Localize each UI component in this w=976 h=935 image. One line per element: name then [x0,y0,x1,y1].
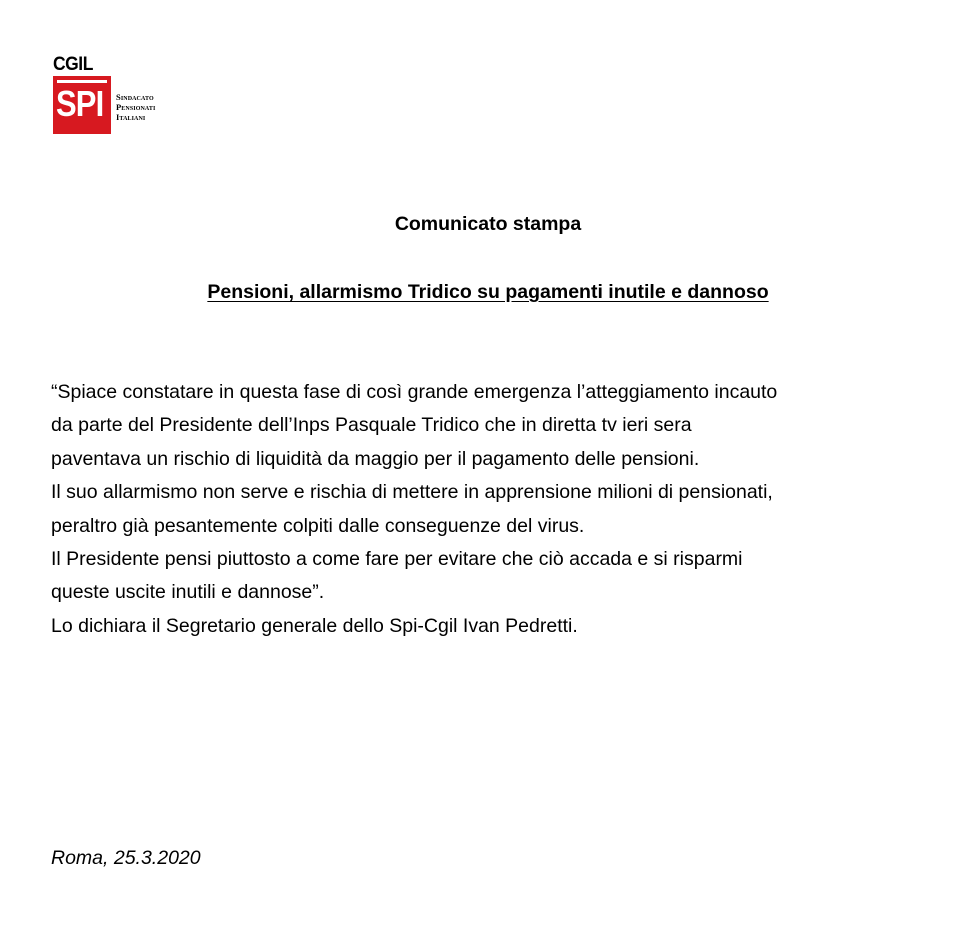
document-title: Comunicato stampa [394,213,582,235]
body-line: Il Presidente pensi piuttosto a come fare per evitare che ciò accada e si risparmi [51,548,743,571]
body-line: Lo dichiara il Segretario generale dello Spi-Cgil Ivan Pedretti. [51,614,578,637]
cgil-spi-logo [53,55,193,137]
logo-subtitle [116,92,155,122]
body-line: paventava un rischio di liquidità da maggio per il pagamento delle pensioni. [51,447,700,470]
body-line: peraltro già pesantemente colpiti dalle conseguenze del virus. [51,514,585,537]
logo-spi-text: SPI [56,83,104,124]
logo-spi-box [53,76,111,134]
logo-subtitle-line: Sindacato [116,92,154,102]
logo-subtitle-line: Italiani [116,112,146,122]
body-line: queste uscite inutili e dannose”. [51,581,325,604]
document-headline [0,280,976,304]
body-line: Il suo allarmismo non serve e rischia di mettere in apprensione milioni di pensionati, [51,481,773,504]
place-date: Roma, 25.3.2020 [51,847,201,869]
document-headline-text: Pensioni, allarmismo Tridico su pagamenti inutile e dannoso [207,281,769,303]
logo-cgil-text: CGIL [53,54,93,75]
body-line: “Spiace constatare in questa fase di così grande emergenza l’atteggiamento incauto [51,381,778,403]
logo-subtitle-line: Pensionati [116,102,156,112]
document-body [51,376,951,643]
body-line: da parte del Presidente dell’Inps Pasquale Tridico che in diretta tv ieri sera [51,414,692,437]
